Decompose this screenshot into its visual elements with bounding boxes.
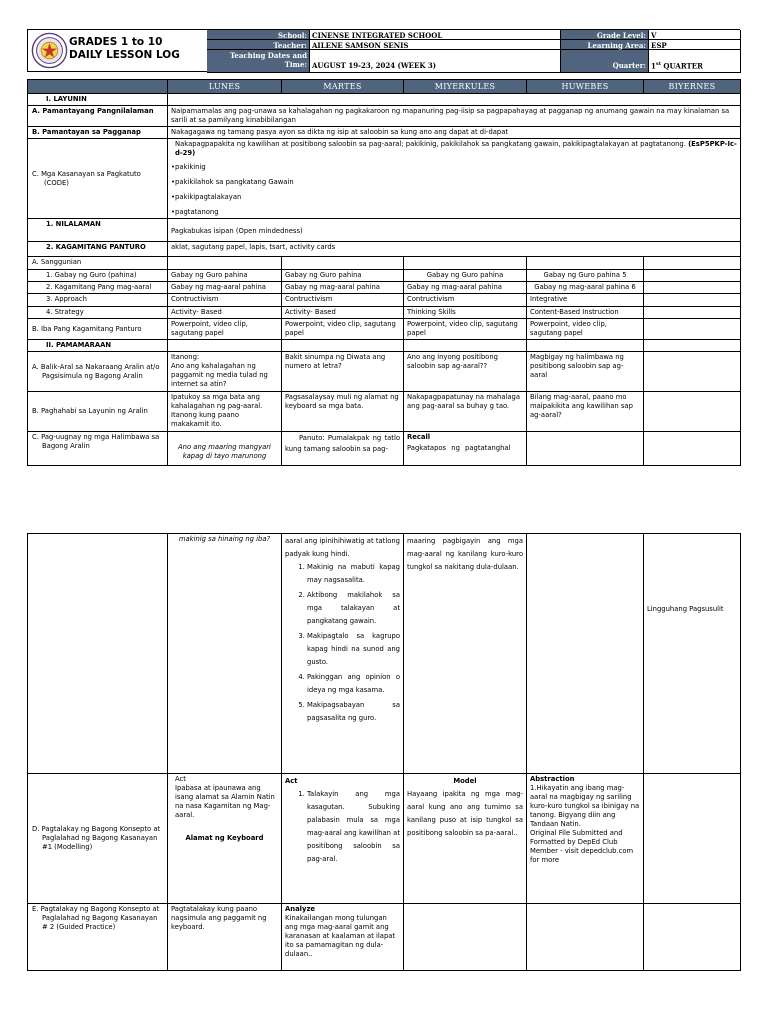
cell-heading: Model — [453, 777, 477, 785]
row-label-line-1: C. Mga Kasanayan sa Pagkatuto — [32, 169, 141, 178]
bullet-item: •pagtatanong — [171, 208, 219, 216]
bullet-item: •pakikilahok sa pangkatang Gawain — [171, 178, 294, 186]
row-label: B. Iba Pang Kagamitang Panturo — [28, 319, 168, 340]
table-row — [28, 219, 741, 242]
bullet-item: •pakikinig — [171, 163, 206, 171]
empty-cell — [644, 340, 741, 352]
table-row — [28, 94, 741, 106]
cell: Gabay ng Guro pahina — [282, 270, 404, 282]
table-row — [28, 282, 741, 294]
table-row — [28, 127, 741, 139]
teacher-value: AILENE SAMSON SENIS — [310, 40, 561, 50]
table-row — [28, 534, 741, 774]
row-label: E. Pagtalakay ng Bagong Konsepto at Paglalahad ng Bagong Kasanayan # 2 (Guided Practice) — [28, 904, 168, 971]
row-label: 2. Kagamitang Pang mag-aaral — [28, 282, 168, 294]
row-label: 2. KAGAMITANG PANTURO — [28, 242, 168, 257]
dates-label-line-2: Time: — [284, 60, 307, 69]
recall-text: Pagkatapos ng pagtatanghal — [407, 444, 511, 452]
empty-cell — [527, 257, 644, 270]
grade-label: Grade Level: — [561, 30, 649, 40]
header-block — [27, 29, 740, 72]
empty-cell — [644, 774, 741, 904]
cell — [404, 774, 527, 904]
table-row — [28, 294, 741, 307]
area-label: Learning Area: — [561, 40, 649, 50]
cell: Contructivism — [282, 294, 404, 307]
row-label: B. Paghahabi sa Layunin ng Aralin — [28, 392, 168, 432]
cell — [644, 282, 741, 294]
list-item: 2. Aktibong makilahok sa mga talakayan at pangkatang gawain. — [307, 589, 400, 628]
quarter-label: Quarter: — [561, 50, 649, 73]
cell — [527, 774, 644, 904]
corner-cell — [28, 80, 168, 94]
table-row — [28, 106, 741, 127]
list-item: 1. Makinig na mabuti kapag may nagsasalita. — [307, 561, 400, 587]
lesson-log-table-page2 — [27, 533, 741, 971]
cell: Activity- Based — [282, 307, 404, 319]
row-label-line-2: (CODE) — [44, 178, 69, 187]
row-content: Nakagagawa ng tamang pasya ayon sa dikta ng isip at saloobin sa kung ano ang dapat at di-dapat — [168, 127, 741, 139]
lesson-log-table-page1 — [27, 79, 741, 466]
cell: Itanong: Ano ang kahalagahan ng paggamit ng media tulad ng internet sa atin? — [168, 352, 282, 392]
table-row — [28, 257, 741, 270]
cell — [168, 774, 282, 904]
empty-cell — [644, 432, 741, 466]
empty-cell — [168, 340, 282, 352]
row-content: aklat, sagutang papel, lapis, tsart, activity cards — [168, 242, 741, 257]
cell — [644, 294, 741, 307]
table-row — [28, 392, 741, 432]
table-row — [28, 242, 741, 257]
cell: Contructivism — [168, 294, 282, 307]
cell: Pagsasalaysay muli ng alamat ng keyboard sa mga bata. — [282, 392, 404, 432]
section-label: I. LAYUNIN — [28, 94, 168, 106]
quarter-number: 1 — [651, 61, 656, 71]
empty-cell — [644, 904, 741, 971]
cell: Bakit sinumpa ng Diwata ang numero at letra? — [282, 352, 404, 392]
deped-seal-logo — [31, 32, 68, 69]
list-item: 5. Makipagsabayan sa pagsasalita ng guro. — [307, 699, 400, 725]
empty-cell — [404, 340, 527, 352]
row-label — [28, 139, 168, 219]
competency-code: (EsP5PKP-Ic-d-29) — [175, 140, 737, 157]
dates-label-line-1: Teaching Dates and — [229, 51, 307, 60]
day-header: HUWEBES — [527, 80, 644, 94]
title-line-1: GRADES 1 to 10 — [69, 36, 163, 48]
cell: Integrative — [527, 294, 644, 307]
cell-heading: Abstraction — [530, 775, 575, 783]
table-row — [28, 774, 741, 904]
dates-value: AUGUST 19-23, 2024 (WEEK 3) — [310, 50, 561, 73]
list-item: 4. Pakinggan ang opinion o ideya ng mga kasama. — [307, 671, 400, 697]
table-row — [28, 139, 741, 219]
table-row — [28, 340, 741, 352]
cell: Lingguhang Pagsusulit — [644, 534, 741, 774]
row-content — [168, 139, 741, 219]
day-header: MIYERKULES — [404, 80, 527, 94]
empty-cell — [168, 257, 282, 270]
cell: Gabay ng Guro pahina 5 — [527, 270, 644, 282]
cell: Contructivism — [404, 294, 527, 307]
row-content: Naipamamalas ang pag-unawa sa kahalagahan ng pagkakaroon ng mapanuring pag-iisip sa pagpapahayag at pagganap ng anumang gawain na may kinalaman sa sarili at sa pamilyang kinabibilangan — [168, 106, 741, 127]
cell-body: Hayaang ipakita ng mga mag-aaral kung ano ang tumimo sa kanilang puso at isip tungkol sa positibong saloobin sa pa-aaral.. — [407, 790, 523, 837]
list-item: 1. Talakayin ang mga kasagutan. Subuking palabasin mula sa mga mag-aaral ang kawilihan at positibong saloobin sa pag-aral. — [307, 788, 400, 866]
cell: Gabay ng mag-aaral pahina — [404, 282, 527, 294]
cell: makinig sa hinaing ng iba? — [168, 534, 282, 774]
row-content: Pagkabukas isipan (Open mindedness) — [168, 219, 741, 242]
cell-heading: Act — [175, 775, 186, 783]
empty-cell — [168, 94, 741, 106]
table-row — [28, 319, 741, 340]
empty-cell — [527, 340, 644, 352]
cell — [644, 307, 741, 319]
cell-body: 1.Hikayatin ang ibang mag-aaral na magbigay ng sariling kuro-kuro tungkol sa ibinigay na tanong. Bigyang diin ang Tandaan Natin. Original File Submitted and Formatted by DepEd Club Member - visit depedclub.com for more — [530, 784, 640, 864]
day-header: LUNES — [168, 80, 282, 94]
cell: Content-Based Instruction — [527, 307, 644, 319]
dates-label — [207, 50, 310, 73]
cell: Ipatukoy sa mga bata ang kahalagahan ng pag-aaral. Itanong kung paano makakamit ito. — [168, 392, 282, 432]
table-row — [28, 352, 741, 392]
cell — [282, 534, 404, 774]
cell: Pagtatalakay kung paano nagsimula ang paggamit ng keyboard. — [168, 904, 282, 971]
quarter-suffix: st — [655, 61, 661, 67]
bullet-item: •pakikipagtalakayan — [171, 193, 242, 201]
empty-cell — [644, 257, 741, 270]
cell: Bilang mag-aaral, paano mo maipakikita ang kawilihan sap ag-aaral? — [527, 392, 644, 432]
cell: maaring pagbigayin ang mga mag-aaral ng kanilang kuro-kuro tungkol sa nakitang dula-dulaan. — [404, 534, 527, 774]
cell: Nakapagpapatunay na mahalaga ang pag-aaral sa buhay g tao. — [404, 392, 527, 432]
quarter-text: QUARTER — [661, 61, 703, 71]
cell — [644, 270, 741, 282]
cell — [644, 352, 741, 392]
row-label: 1. Gabay ng Guro (pahina) — [28, 270, 168, 282]
row-label: A. Balik-Aral sa Nakaraang Aralin at/o Pagsisimula ng Bagong Aralin — [28, 352, 168, 392]
row-label: D. Pagtalakay ng Bagong Konsepto at Paglalahad ng Bagong Kasanayan #1 (Modelling) — [28, 774, 168, 904]
cell: Powerpoint, video clip, sagutang papel — [527, 319, 644, 340]
row-label: C. Pag-uugnay ng mga Halimbawa sa Bagong Aralin — [28, 432, 168, 466]
cell — [282, 774, 404, 904]
cell-body: Ipabasa at ipaunawa ang isang alamat sa Alamin Natin na nasa Kagamitan ng Mag-aaral. — [175, 784, 275, 819]
cell-heading: Analyze — [285, 905, 316, 913]
cell — [282, 904, 404, 971]
school-label: School: — [207, 30, 310, 40]
cell: Powerpoint, video clip, sagutang papel — [404, 319, 527, 340]
behavior-list — [285, 561, 400, 725]
list-item: 3. Makipagtalo sa kagrupo kapag hindi na sunod ang gusto. — [307, 630, 400, 669]
title-line-2: DAILY LESSON LOG — [69, 49, 180, 61]
cell: Panuto: Pumalakpak ng tatlo kung tamang saloobin sa pag- — [282, 432, 404, 466]
row-label: 3. Approach — [28, 294, 168, 307]
cell: Gabay ng mag-aaral pahina 6 — [527, 282, 644, 294]
cell: Ano ang maaring mangyari kapag di tayo marunong — [168, 432, 282, 466]
section-label: II. PAMAMARAAN — [28, 340, 168, 352]
table-row — [28, 270, 741, 282]
empty-cell — [527, 904, 644, 971]
table-row — [28, 432, 741, 466]
grade-value: V — [649, 30, 741, 40]
empty-cell — [404, 904, 527, 971]
cell — [644, 392, 741, 432]
teacher-label: Teacher: — [207, 40, 310, 50]
row-label: 4. Strategy — [28, 307, 168, 319]
school-value: CINENSE INTEGRATED SCHOOL — [310, 30, 561, 40]
recall-heading: Recall — [407, 433, 431, 441]
cell: Gabay ng mag-aaral pahina — [282, 282, 404, 294]
competency-text: Nakapagpapakita ng kawilihan at positibong saloobin sa pag-aaral; pakikinig, pakikilahok sa pangkatang gawain, pakikipagtalakayan at pagtatanong. — [175, 140, 686, 148]
row-label: A. Pamantayang Pangnilalaman — [28, 106, 168, 127]
page-title — [69, 36, 180, 62]
cell-intro: aaral ang ipinihihiwatig at tatlong padyak kung hindi. — [285, 537, 400, 558]
cell: Magbigay ng halimbawa ng positibong saloobin sap ag-aaral — [527, 352, 644, 392]
cell-body: Kinakailangan mong tulungan ang mga mag-aaral gamit ang karanasan at kaalaman at ilapat ito sa pamamagitan ng dula-dulaan.. — [285, 914, 396, 958]
cell: Gabay ng Guro pahina — [404, 270, 527, 282]
empty-cell — [527, 534, 644, 774]
discussion-list — [285, 788, 400, 866]
empty-cell — [282, 257, 404, 270]
cell: Ano ang inyong positibong saloobin sap ag-aaral?? — [404, 352, 527, 392]
cell: Gabay ng Guro pahina — [168, 270, 282, 282]
area-value: ESP — [649, 40, 741, 50]
cell — [644, 319, 741, 340]
row-label: B. Pamantayan sa Pagganap — [28, 127, 168, 139]
empty-cell — [527, 432, 644, 466]
story-title: Alamat ng Keyboard — [185, 834, 264, 842]
header-info-grid — [207, 30, 741, 73]
cell: Thinking Skills — [404, 307, 527, 319]
cell: Powerpoint, video clip, sagutang papel — [282, 319, 404, 340]
quarter-value — [649, 50, 741, 73]
row-label: 1. NILALAMAN — [28, 219, 168, 242]
empty-cell — [28, 534, 168, 774]
day-header: MARTES — [282, 80, 404, 94]
cell: Activity- Based — [168, 307, 282, 319]
day-header: BIYERNES — [644, 80, 741, 94]
empty-cell — [282, 340, 404, 352]
row-label: A. Sanggunian — [28, 257, 168, 270]
cell: Powerpoint, video clip, sagutang papel — [168, 319, 282, 340]
table-row — [28, 307, 741, 319]
cell: Gabay ng mag-aaral pahina — [168, 282, 282, 294]
empty-cell — [404, 257, 527, 270]
cell-heading: Act — [285, 777, 298, 785]
cell — [404, 432, 527, 466]
table-row — [28, 904, 741, 971]
day-header-row — [28, 80, 741, 94]
